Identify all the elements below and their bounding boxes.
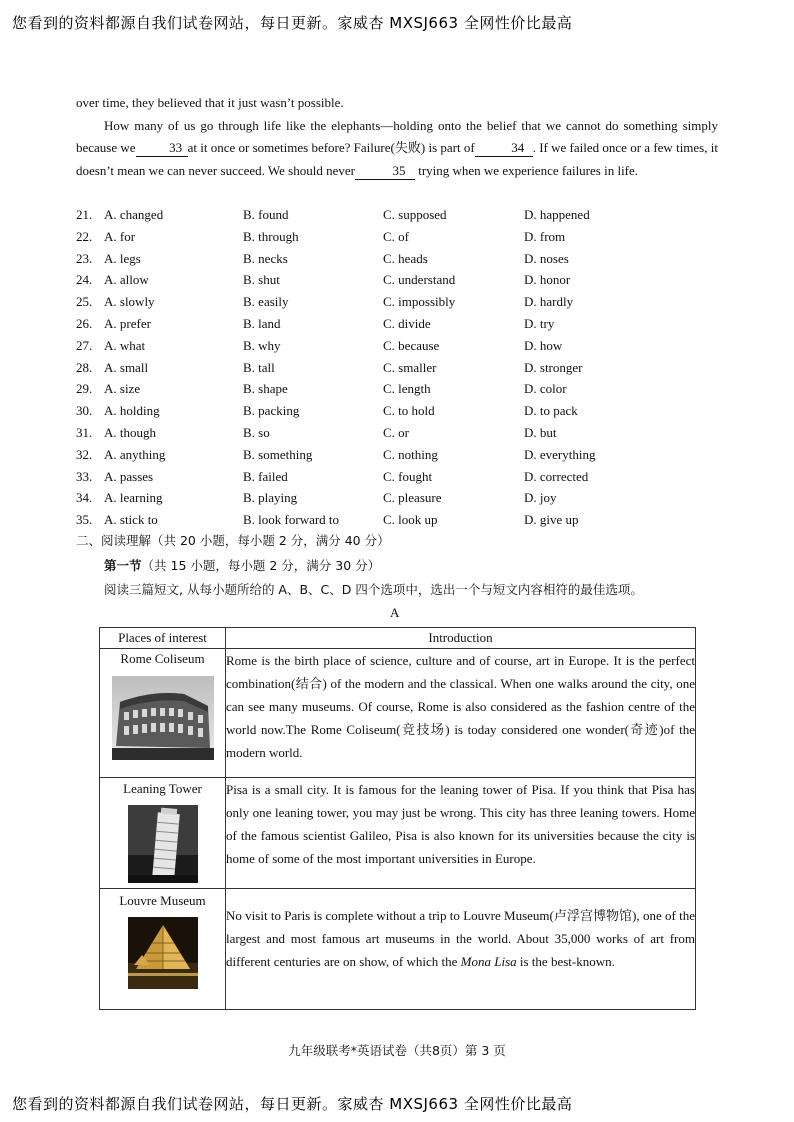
option-row [76,313,726,335]
page-footer: 九年级联考*英语试卷（共8页）第 3 页 [288,1043,506,1058]
option-a: A. stick to [104,512,158,528]
question-number: 21. [76,207,93,222]
option-row [76,204,726,226]
question-number: 26. [76,315,93,331]
option-d: D. honor [524,272,571,288]
option-d: D. to pack [524,403,578,419]
place-name: Louvre Museum [119,893,206,908]
question-number: 32. [76,446,93,462]
option-b: B. playing [243,490,298,506]
intro-cell [226,889,696,1010]
place-name: Leaning Tower [123,781,202,796]
section-instruction: 阅读三篇短文, 从每小题所给的 A、B、C、D 四个选项中，选出一个与短文内容相符的最佳选项。 [104,582,643,597]
option-a: A. slowly [104,294,155,310]
intro-cell: Pisa is a small city. It is famous for the leaning tower of Pisa. If you think that Pisa has only one leaning tower, you may just be wrong. This city has three leaning towers. Home of the famous scientist Galileo, Pisa is also known for its universities because the city is home of some of the most important universities in Europe. [226,778,696,889]
place-cell [100,778,226,889]
option-c: C. length [383,381,431,397]
place-name: Rome Coliseum [120,651,205,666]
option-d: D. corrected [524,468,589,484]
option-d: D. from [524,228,566,244]
option-row [76,291,726,313]
option-a: A. learning [104,490,163,506]
watermark-banner-bottom: 您看到的资料都源自我们试卷网站，每日更新。家威杏 MXSJ663 全网性价比最高 [12,1095,573,1113]
option-b: B. shape [243,381,288,397]
option-d: D. color [524,381,567,397]
option-a: A. allow [104,272,149,288]
question-number: 22. [76,228,93,244]
header-places: Places of interest [100,628,226,649]
intro-cell: Rome is the birth place of science, culture and of course, art in Europe. It is the perfect combination(结合) of the modern and the classical. When one walks around the city, one can see many museums. Of course, Rome is also considered as the fashion centre of the world now.The Rome Coliseum(竞技场) is today considered one wonder(奇迹)of the modern world. [226,649,696,778]
blank-35: 35 [355,163,415,180]
coliseum-photo [112,676,214,760]
passage-text: How many of us go through life like the elephants—holding onto the belief that we cannot do something simply because we [76,117,718,155]
option-d: D. but [524,424,557,440]
question-number: 30. [76,403,93,419]
question-number: 23. [76,250,93,266]
option-row [76,509,726,531]
option-row [76,335,726,357]
option-a: A. anything [104,446,166,462]
option-a: A. passes [104,468,154,484]
place-cell [100,889,226,1010]
option-b: B. so [243,424,270,440]
option-c: C. heads [383,250,428,266]
option-c: C. fought [383,468,433,484]
question-number: 33. [76,468,93,484]
option-c: C. of [383,228,409,244]
option-b: B. land [243,315,281,331]
option-b: B. through [243,228,299,244]
option-row [76,248,726,270]
section-subtitle-rest: （共 15 小题，每小题 2 分，满分 30 分） [141,558,381,573]
blank-34: 34 [475,140,533,157]
answer-options-list [76,204,726,531]
option-c: C. pleasure [383,490,442,506]
option-c: C. look up [383,512,438,528]
question-number: 29. [76,381,93,397]
table-row [100,649,696,778]
passage-text: . If we failed once or a few times, it doesn’t mean we can never succeed. We should never [76,140,718,178]
option-c: C. understand [383,272,456,288]
option-a: A. changed [104,207,164,222]
question-number: 25. [76,294,93,310]
places-table [99,627,696,1010]
option-b: B. found [243,207,289,222]
blank-33: 33 [136,140,188,157]
table-row [100,889,696,1010]
option-d: D. joy [524,490,557,506]
option-a: A. what [104,337,146,353]
option-row [76,400,726,422]
table-header-row [100,628,696,649]
place-cell [100,649,226,778]
option-d: D. stronger [524,359,583,375]
leaning-tower-photo [128,805,198,883]
passage-paragraph [76,115,718,183]
intro-text: is the best-known. [516,954,615,969]
louvre-pyramid-photo [128,917,198,989]
option-b: B. failed [243,468,288,484]
option-c: C. impossibly [383,294,456,310]
option-b: B. look forward to [243,512,340,528]
passage-line: over time, they believed that it just wasn’t possible. [76,95,344,110]
option-c: C. smaller [383,359,437,375]
option-row [76,466,726,488]
header-introduction: Introduction [226,628,696,649]
option-a: A. for [104,228,136,244]
option-c: C. to hold [383,403,435,419]
question-number: 24. [76,272,93,288]
option-b: B. tall [243,359,275,375]
option-row [76,422,726,444]
option-a: A. legs [104,250,141,266]
option-d: D. give up [524,512,579,528]
option-c: C. nothing [383,446,438,462]
option-a: A. though [104,424,156,440]
option-b: B. easily [243,294,289,310]
passage-label: A [390,605,400,620]
option-d: D. everything [524,446,596,462]
watermark-banner-top: 您看到的资料都源自我们试卷网站，每日更新。家威杏 MXSJ663 全网性价比最高 [12,14,573,32]
option-a: A. size [104,381,141,397]
option-b: B. something [243,446,313,462]
option-row [76,378,726,400]
option-d: D. how [524,337,563,353]
option-c: C. supposed [383,207,447,222]
option-a: A. holding [104,403,160,419]
question-number: 31. [76,424,93,440]
option-row [76,269,726,291]
table-row [100,778,696,889]
section-subtitle-bold: 第一节 [104,558,142,573]
option-d: D. happened [524,207,590,222]
option-b: B. necks [243,250,288,266]
option-row [76,487,726,509]
passage-text: trying when we experience failures in life. [414,162,639,178]
option-row [76,444,726,466]
option-b: B. why [243,337,281,353]
question-number: 28. [76,359,93,375]
option-c: C. divide [383,315,431,331]
option-c: C. or [383,424,409,440]
section-subtitle [104,556,380,574]
option-d: D. hardly [524,294,574,310]
option-b: B. shut [243,272,280,288]
option-d: D. noses [524,250,569,266]
option-a: A. small [104,359,149,375]
option-row [76,357,726,379]
option-b: B. packing [243,403,300,419]
question-number: 34. [76,490,93,506]
section-title: 二、阅读理解（共 20 小题，每小题 2 分，满分 40 分） [76,533,390,548]
question-number: 27. [76,337,93,353]
passage-text: at it once or sometimes before? Failure(失败) is part of [187,140,475,155]
option-row [76,226,726,248]
intro-text: No visit to Paris is complete without a trip to Louvre Museum(卢浮宫博物馆), one of the largest and most famous art museums in the world. About 35,000 works of art from different centuries are on show, of which the [226,908,695,969]
cloze-passage [76,92,718,182]
intro-emphasis: Mona Lisa [460,954,517,969]
option-a: A. prefer [104,315,151,331]
option-d: D. try [524,315,555,331]
option-c: C. because [383,337,440,353]
question-number: 35. [76,512,93,528]
